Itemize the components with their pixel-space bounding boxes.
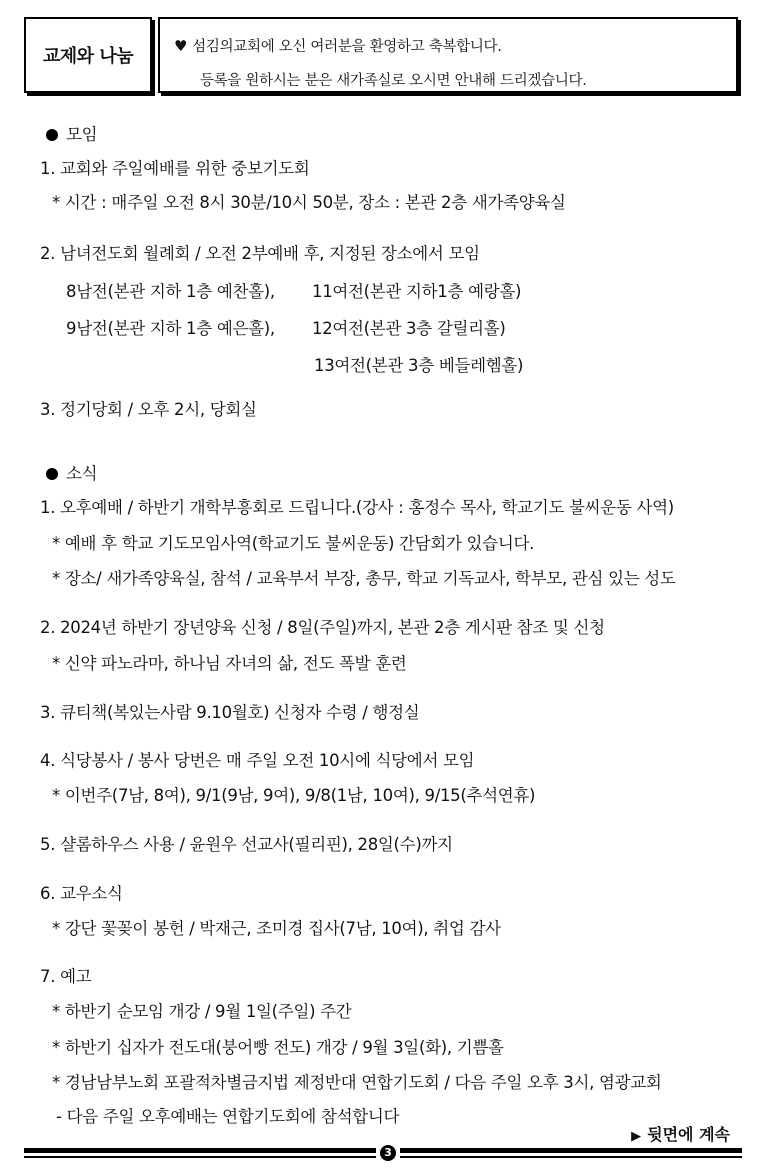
section-title: 교제와 나눔 [42,46,134,67]
list-item: * 강단 꽃꽂이 봉헌 / 박재근, 조미경 집사(7남, 10여), 취업 감사 [52,919,501,938]
page-number-badge [376,1144,400,1162]
section-title-box [24,17,152,93]
list-item: 2. 남녀전도회 월례회 / 오전 2부예배 후, 지정된 장소에서 모임 [40,244,480,263]
list-item: 3. 정기당회 / 오후 2시, 당회실 [40,400,257,419]
list-item: 6. 교우소식 [40,884,123,903]
list-item: 1. 오후예배 / 하반기 개학부흥회로 드립니다.(강사 : 홍정수 목사, 학교기도 불씨운동 사역) [40,498,674,517]
welcome-line-1: ♥ 섬김의교회에 오신 여러분을 환영하고 축복합니다. [174,37,502,55]
welcome-box [158,17,738,93]
continue-label: ▶ 뒷면에 계속 [631,1125,730,1144]
heart-icon: ♥ [174,37,188,55]
list-item: 4. 식당봉사 / 봉사 당번은 매 주일 오전 10시에 식당에서 모임 [40,751,475,770]
list-item: 7. 예고 [40,967,92,986]
list-item: 3. 큐티책(복있는사람 9.10월호) 신청자 수령 / 행정실 [40,703,420,722]
list-item: * 하반기 십자가 전도대(붕어빵 전도) 개강 / 9월 3일(화), 기쁨홀 [52,1038,504,1057]
page-number: 3 [380,1145,396,1161]
list-item: 8남전(본관 지하 1층 예찬홀), [66,282,275,301]
bullet-dot-icon [46,129,58,141]
list-item: 9남전(본관 지하 1층 예은홀), [66,319,275,338]
list-item: * 경남남부노회 포괄적차별금지법 제정반대 연합기도회 / 다음 주일 오후 3시, 염광교회 [52,1073,662,1092]
list-item: 12여전(본관 3층 갈릴리홀) [312,319,506,338]
list-item: * 장소/ 새가족양육실, 참석 / 교육부서 부장, 총무, 학교 기독교사, 학부모, 관심 있는 성도 [52,569,676,588]
play-arrow-icon: ▶ [631,1129,642,1144]
list-item: * 신약 파노라마, 하나님 자녀의 삶, 전도 폭발 훈련 [52,654,407,673]
list-item: 11여전(본관 지하1층 예랑홀) [312,282,522,301]
list-item: * 시간 : 매주일 오전 8시 30분/10시 50분, 장소 : 본관 2층 새가족양육실 [52,193,566,212]
list-item: * 예배 후 학교 기도모임사역(학교기도 불씨운동) 간담회가 있습니다. [52,534,535,553]
section-heading-gathering: 모임 [46,121,97,145]
list-item: * 하반기 순모임 개강 / 9월 1일(주일) 주간 [52,1002,352,1021]
list-item: * 이번주(7남, 8여), 9/1(9남, 9여), 9/8(1남, 10여), 9/15(추석연휴) [52,786,536,805]
welcome-line-2: 등록을 원하시는 분은 새가족실로 오시면 안내해 드리겠습니다. [200,73,587,89]
section-heading-news: 소식 [46,460,97,484]
list-item: 13여전(본관 3층 베들레헴홀) [314,356,524,375]
list-item: 5. 샬롬하우스 사용 / 윤원우 선교사(필리핀), 28일(수)까지 [40,835,453,854]
list-item: 2. 2024년 하반기 장년양육 신청 / 8일(주일)까지, 본관 2층 게시판 참조 및 신청 [40,618,605,637]
bullet-dot-icon [46,468,58,480]
list-item: 1. 교회와 주일예배를 위한 중보기도회 [40,159,310,178]
list-item: - 다음 주일 오후예배는 연합기도회에 참석합니다 [56,1107,400,1126]
